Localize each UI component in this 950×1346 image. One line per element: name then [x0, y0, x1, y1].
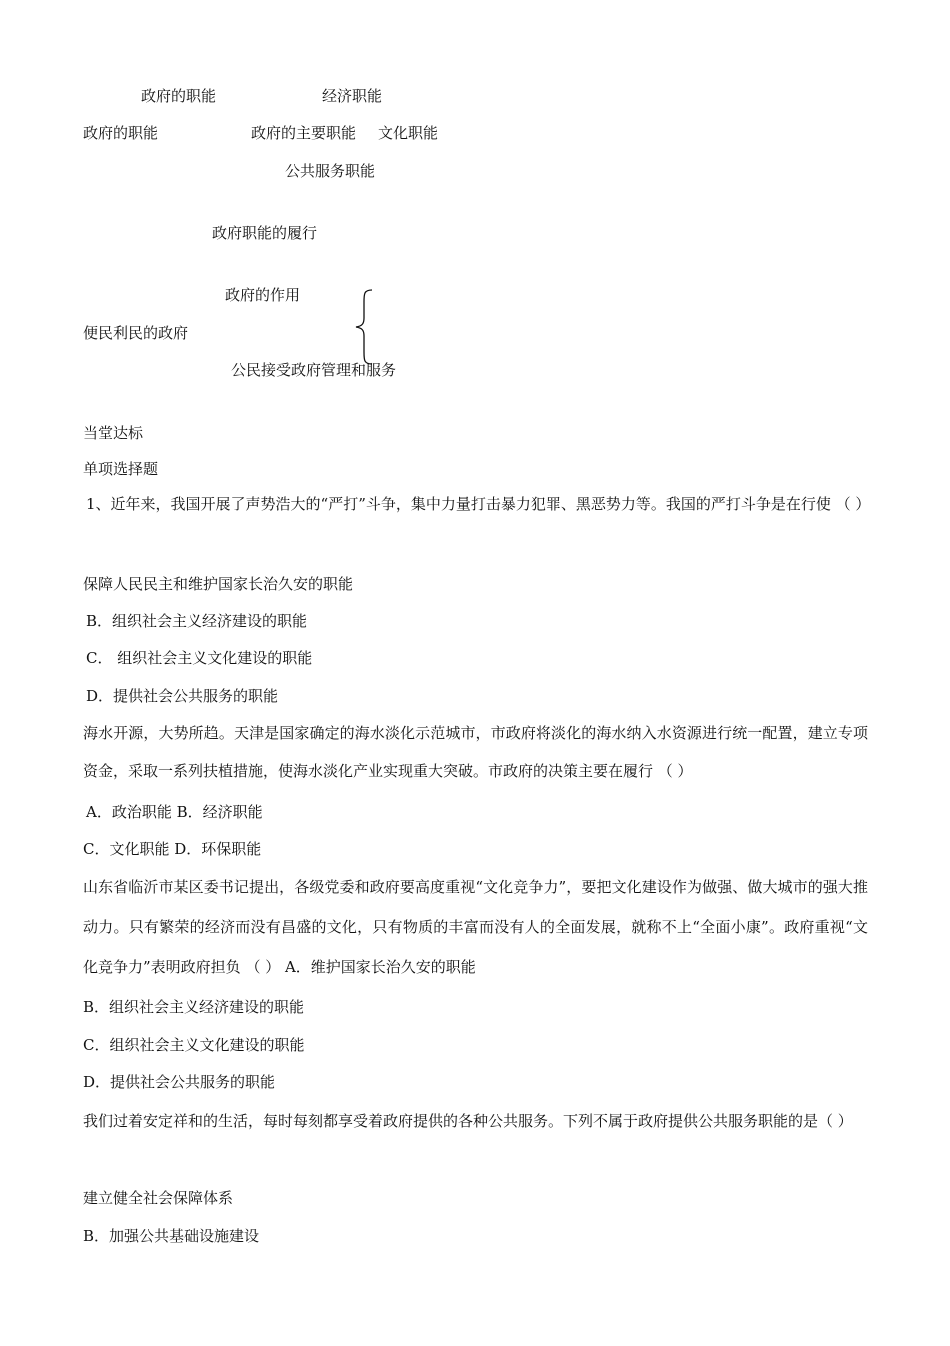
question-3-option-b: B．组织社会主义经济建设的职能 — [83, 998, 305, 1016]
diagram-gov-role: 政府的作用 — [225, 286, 301, 304]
question-1-stem: 1、近年来，我国开展了声势浩大的“严打”斗争，集中力量打击暴力犯罪、黑恶势力等。我国的严打斗争是在行使 （ ） — [86, 495, 871, 513]
question-1-option-c: C． 组织社会主义文化建设的职能 — [86, 649, 313, 667]
question-4-stem: 我们过着安定祥和的生活，每时每刻都享受着政府提供的各种公共服务。下列不属于政府提供公共服务职能的是（ ） — [83, 1112, 853, 1130]
question-3-option-c: C．组织社会主义文化建设的职能 — [83, 1036, 305, 1054]
question-4-option-a: 建立健全社会保障体系 — [83, 1189, 234, 1207]
section-heading: 单项选择题 — [83, 460, 159, 478]
diagram-main-functions: 政府的主要职能 — [251, 124, 357, 142]
curly-brace-icon — [352, 288, 376, 366]
question-1-option-b: B．组织社会主义经济建设的职能 — [86, 612, 308, 630]
question-1-option-d: D．提供社会公共服务的职能 — [86, 687, 279, 705]
question-3-option-d: D．提供社会公共服务的职能 — [83, 1073, 276, 1091]
question-2-options-cd: C．文化职能 D．环保职能 — [83, 840, 262, 858]
question-2-options-ab: A．政治职能 B．经济职能 — [86, 803, 263, 821]
diagram-convenient-gov: 便民利民的政府 — [83, 324, 189, 342]
diagram-gov-function-top: 政府的职能 — [141, 87, 217, 105]
diagram-cultural-function: 文化职能 — [378, 124, 439, 142]
diagram-public-service-function: 公共服务职能 — [285, 162, 376, 180]
diagram-economic-function: 经济职能 — [322, 87, 383, 105]
practice-title: 当堂达标 — [83, 424, 144, 442]
question-4-option-b: B．加强公共基础设施建设 — [83, 1227, 260, 1245]
question-3-stem: 山东省临沂市某区委书记提出，各级党委和政府要高度重视“文化竞争力”，要把文化建设作为做强、做大城市的强大推动力。只有繁荣的经济而没有昌盛的文化，只有物质的丰富而没有人的全面发展，就称不上“全面小康”。政府重视“文化竞争力”表明政府担负 （ ） A．维护国家长治久安的职能 — [83, 878, 868, 976]
diagram-citizen-accept: 公民接受政府管理和服务 — [231, 361, 397, 379]
diagram-gov-function-left: 政府的职能 — [83, 124, 159, 142]
diagram-function-performance: 政府职能的履行 — [212, 224, 318, 242]
question-1-option-a: 保障人民民主和维护国家长治久安的职能 — [83, 575, 354, 593]
question-2-stem: 海水开源，大势所趋。天津是国家确定的海水淡化示范城市，市政府将淡化的海水纳入水资源进行统一配置，建立专项资金，采取一系列扶植措施，使海水淡化产业实现重大突破。市政府的决策主要在履行 （ ） — [83, 724, 868, 780]
